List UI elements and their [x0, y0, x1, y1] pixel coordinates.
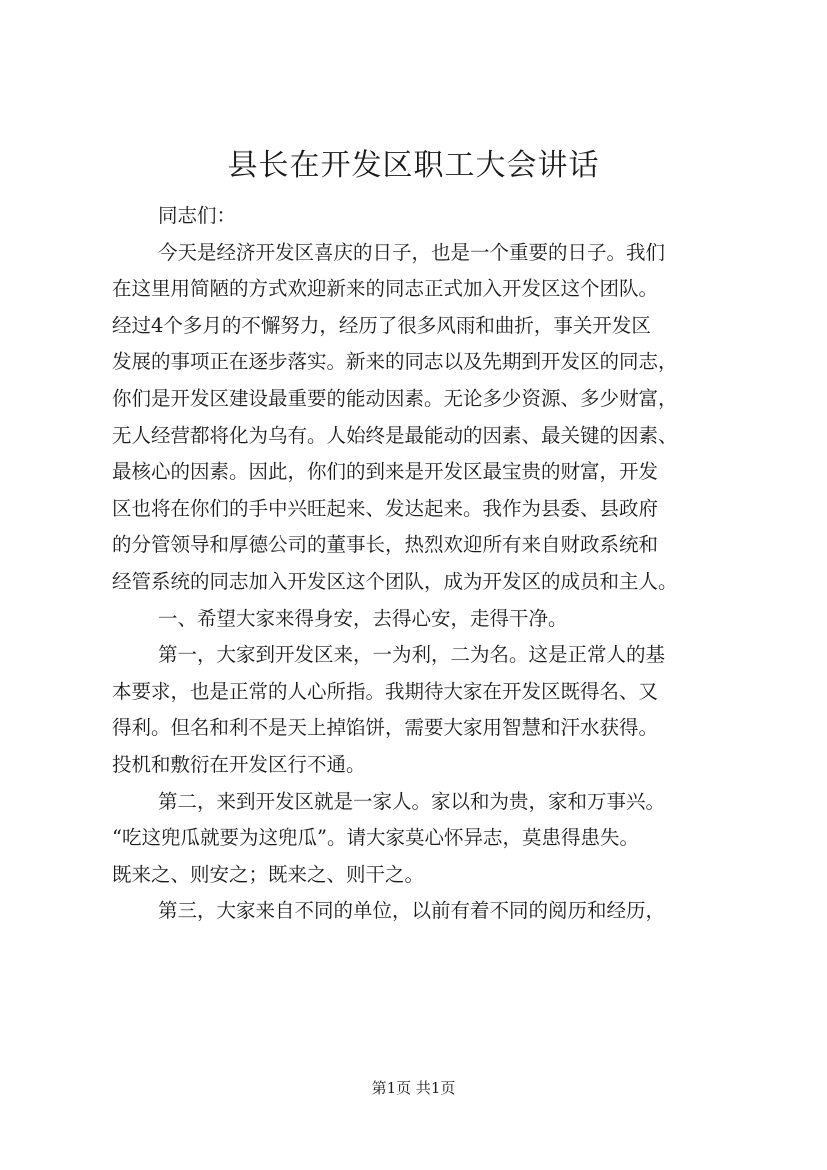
text-line: 经过4个多月的不懈努力，经历了很多风雨和曲折，事关开发区 [112, 313, 651, 337]
text-line: 的分管领导和厚德公司的董事长，热烈欢迎所有来自财政系统和 [112, 533, 659, 557]
text-line: 在这里用简陋的方式欢迎新来的同志正式加入开发区这个团队。 [112, 277, 659, 301]
paragraph [112, 235, 742, 601]
text-line: 既来之、则安之；既来之、则干之。 [112, 862, 425, 886]
text-line: 投机和敷衍在开发区行不通。 [112, 752, 366, 776]
text-line: 本要求，也是正常的人心所指。我期待大家在开发区既得名、又 [112, 679, 659, 703]
paragraph [112, 784, 742, 894]
text-line: 今天是经济开发区喜庆的日子，也是一个重要的日子。我们 [158, 240, 666, 264]
text-line: 一、希望大家来得身安，去得心安，走得干净。 [158, 606, 568, 630]
text-line: 你们是开发区建设最重要的能动因素。无论多少资源、多少财富， [112, 386, 678, 410]
text-line: 区也将在你们的手中兴旺起来、发达起来。我作为县委、县政府 [112, 496, 659, 520]
document-title: 县长在开发区职工大会讲话 [227, 148, 600, 183]
text-line: 第一，大家到开发区来，一为利，二为名。这是正常人的基 [158, 643, 666, 667]
paragraph [112, 893, 742, 930]
text-line: 发展的事项正在逐步落实。新来的同志以及先期到开发区的同志， [112, 350, 678, 374]
section-heading [112, 601, 742, 638]
text-line: 得利。但名和利不是天上掉馅饼，需要大家用智慧和汗水获得。 [112, 716, 659, 740]
text-line: 第二，来到开发区就是一家人。家以和为贵，家和万事兴。 [158, 789, 666, 813]
document-body [112, 198, 742, 930]
text-line: 无人经营都将化为乌有。人始终是最能动的因素、最关键的因素、 [112, 423, 678, 447]
text-line: 第三，大家来自不同的单位，以前有着不同的阅历和经历， [158, 899, 666, 923]
page-number-footer: 第1页 共1页 [371, 1079, 456, 1097]
paragraph [112, 637, 742, 783]
text-line: “吃这兜瓜就要为这兜瓜”。请大家莫心怀异志，莫患得患失。 [112, 826, 639, 850]
text-line: 经管系统的同志加入开发区这个团队，成为开发区的成员和主人。 [112, 569, 678, 593]
greeting: 同志们： [158, 204, 237, 227]
text-line: 最核心的因素。因此，你们的到来是开发区最宝贵的财富，开发 [112, 460, 659, 484]
